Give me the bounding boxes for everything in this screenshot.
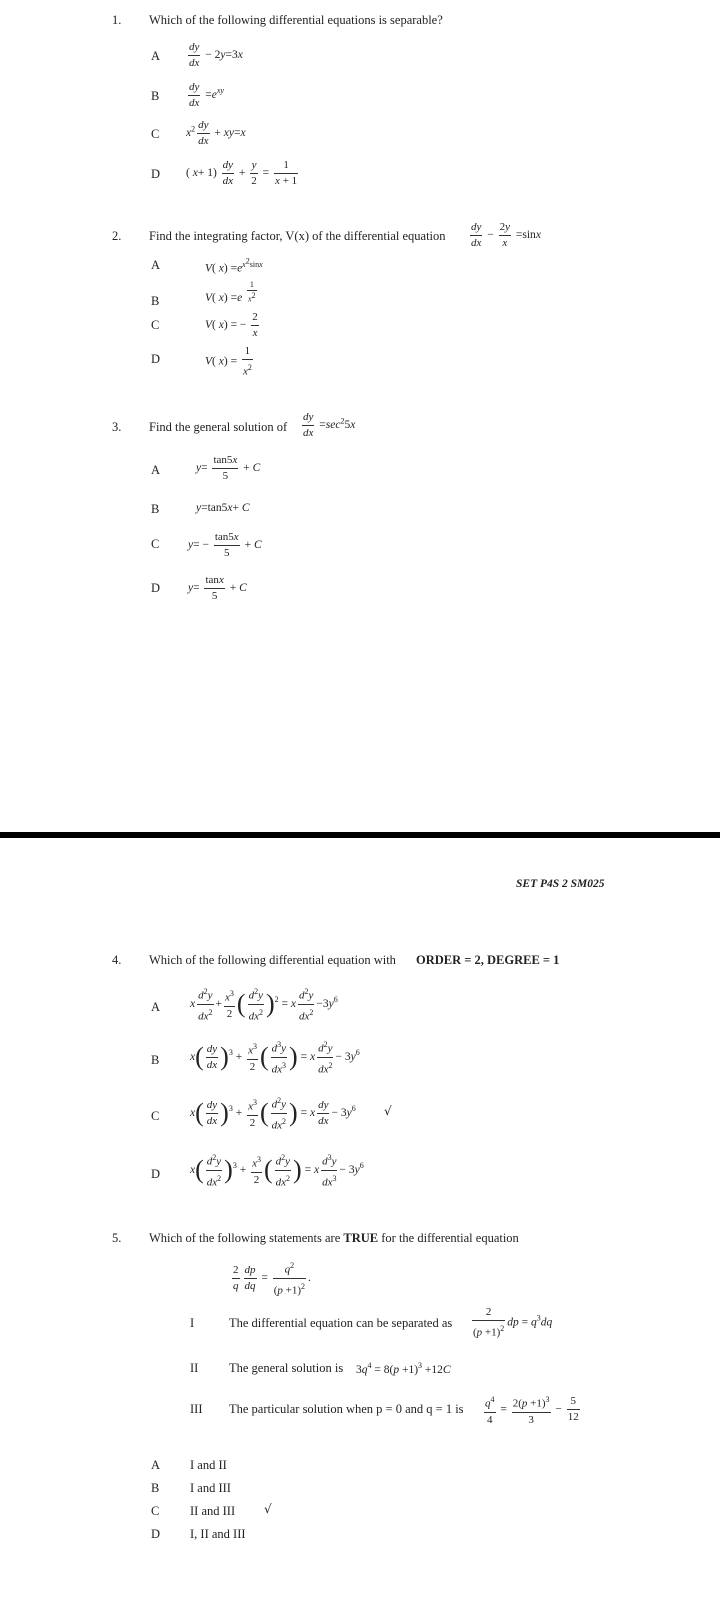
q4-option-d-equation: x( $\frac{d^2y}{dx^2}$ )$^3$ + $\frac{x^3}{2}$ ( $\frac{d^2y}{dx^2}$ ) = x $\frac{d^3y}{dx^3}$ − $3y^6$	[190, 1150, 364, 1190]
q5-statement-3-text: The particular solution when p = 0 and q = 1 is	[229, 1402, 464, 1416]
q1-option-d-letter: D	[151, 167, 161, 181]
q5-text-before: Which of the following statements are	[149, 1231, 341, 1245]
q5-true-word: TRUE	[343, 1231, 379, 1245]
q1-option-c-equation: $x^2$ $\frac{dy}{dx}$ + xy=x	[186, 119, 246, 147]
q5-statement-2-text: The general solution is	[229, 1361, 344, 1375]
q4-option-b-equation: x( $\frac{dy}{dx}$ )$^3$ + $\frac{x^3}{2}$ ( $\frac{d^3y}{dx^3}$ ) = x $\frac{d^2y}{dx^2}$ − $3y^6$	[190, 1037, 360, 1077]
q1-option-d-equation: ( x+ 1) $\frac{dy}{dx}$ + $\frac{y}{2}$ = $\frac{1}{x + 1}$	[186, 159, 298, 187]
q5-statement-1-text: The differential equation can be separated as	[229, 1316, 453, 1330]
q5-option-c-letter: C	[151, 1504, 160, 1518]
q3-option-b-letter: B	[151, 502, 160, 516]
q5-statement-1-roman: I	[190, 1316, 195, 1330]
q4-text: Which of the following differential equation with	[149, 953, 396, 967]
q3-equation: $\frac{dy}{dx}$ $=\sec^25x$	[303, 411, 356, 439]
q5-option-b-letter: B	[151, 1481, 160, 1495]
q1-option-b-letter: B	[151, 89, 160, 103]
q3-number: 3.	[112, 420, 122, 434]
set-code: SET P4S 2 SM025	[516, 878, 605, 890]
q4-order-degree: ORDER = 2, DEGREE = 1	[416, 953, 560, 967]
q3-option-b-equation: y=tan5x+ C	[196, 502, 250, 514]
q4-option-a-equation: x $\frac{d^2y}{dx^2}$ + $\frac{x^3}{2}$ ( $\frac{d^2y}{dx^2}$ )$^2$ = x $\frac{d^2y}{dx^2}$ $-3y^6$	[190, 984, 338, 1024]
q2-option-c-equation: V( x) = − $\frac{2}{x}$	[205, 311, 258, 339]
q5-statement-2-equation: $3q^4 = 8(p +1)^3 +12C$	[356, 1361, 451, 1376]
q3-option-d-equation: y= $\frac{\tan x}{5}$ + C	[188, 574, 247, 602]
q4-option-c-letter: C	[151, 1109, 160, 1123]
q3-option-d-letter: D	[151, 581, 161, 595]
q1-option-b-equation: $\frac{dy}{dx}$ $=e^{xy}$	[189, 81, 224, 109]
q3-option-c-equation: y= − $\frac{\tan 5x}{5}$ + C	[188, 531, 262, 559]
q5-option-d-text: I, II and III	[190, 1527, 246, 1541]
q2-text: Find the integrating factor, V(x) of the differential equation	[149, 229, 446, 243]
q4-option-b-letter: B	[151, 1053, 160, 1067]
q1-option-c-letter: C	[151, 127, 160, 141]
q1-option-a-equation: $\frac{dy}{dx}$ − 2y=3x	[189, 41, 243, 69]
q2-option-b-equation: V( x) =e $\frac{1}{x^2}$	[205, 280, 256, 304]
q4-option-d-letter: D	[151, 1167, 161, 1181]
q5-text-after: for the differential equation	[381, 1231, 519, 1245]
q4-option-a-letter: A	[151, 1000, 161, 1014]
q5-statement-2-roman: II	[190, 1361, 199, 1375]
q3-option-a-equation: y= $\frac{\tan 5x}{5}$ + C	[196, 454, 261, 482]
q5-option-a-text: I and II	[190, 1458, 227, 1472]
q5-number: 5.	[112, 1231, 122, 1245]
q4-number: 4.	[112, 953, 122, 967]
q2-equation: $\frac{dy}{dx}$ − $\frac{2y}{x}$ =sinx	[471, 221, 541, 249]
q5-statement-3-roman: III	[190, 1402, 203, 1416]
q5-option-d-letter: D	[151, 1527, 161, 1541]
q5-text	[149, 1231, 519, 1246]
q1-option-a-letter: A	[151, 49, 161, 63]
q2-option-a-equation: V( $x) =e^{x^2sinx}$	[205, 256, 263, 275]
q2-option-d-equation: V( x) = $\frac{1}{x^2}$	[205, 345, 252, 378]
q5-option-c-text: II and III	[190, 1504, 236, 1518]
q2-number: 2.	[112, 229, 122, 243]
q5-equation: $\frac{2}{q}$ $\frac{dp}{dq}$ = $\frac{q^2}{(p +1)^2}$ .	[230, 1258, 311, 1298]
q2-option-b-letter: B	[151, 294, 160, 308]
q2-option-a-letter: A	[151, 258, 161, 272]
q1-number: 1.	[112, 13, 122, 27]
q3-option-c-letter: C	[151, 537, 160, 551]
q5-statement-1-equation: $\frac{2}{(p +1)^2}$ dp = $q^3dq$	[473, 1306, 553, 1339]
q2-option-c-letter: C	[151, 318, 160, 332]
q3-text: Find the general solution of	[149, 420, 288, 434]
q2-option-d-letter: D	[151, 352, 161, 366]
q5-answer-check: √	[264, 1502, 272, 1516]
page-break-rule	[0, 832, 720, 838]
q5-statement-3-equation: $\frac{q^4}{4}$ = $\frac{2(p +1)^3}{3}$ − $\frac{5}{12}$	[482, 1392, 582, 1428]
q1-text: Which of the following differential equations is separable?	[149, 13, 443, 27]
q5-option-a-letter: A	[151, 1458, 161, 1472]
q3-option-a-letter: A	[151, 463, 161, 477]
q4-option-c-equation: x( $\frac{dy}{dx}$ )$^3$ + $\frac{x^3}{2}$ ( $\frac{d^2y}{dx^2}$ ) = x $\frac{dy}{dx}$ − $3y^6$	[190, 1093, 356, 1133]
q4-answer-check: √	[384, 1104, 392, 1118]
q5-option-b-text: I and III	[190, 1481, 231, 1495]
